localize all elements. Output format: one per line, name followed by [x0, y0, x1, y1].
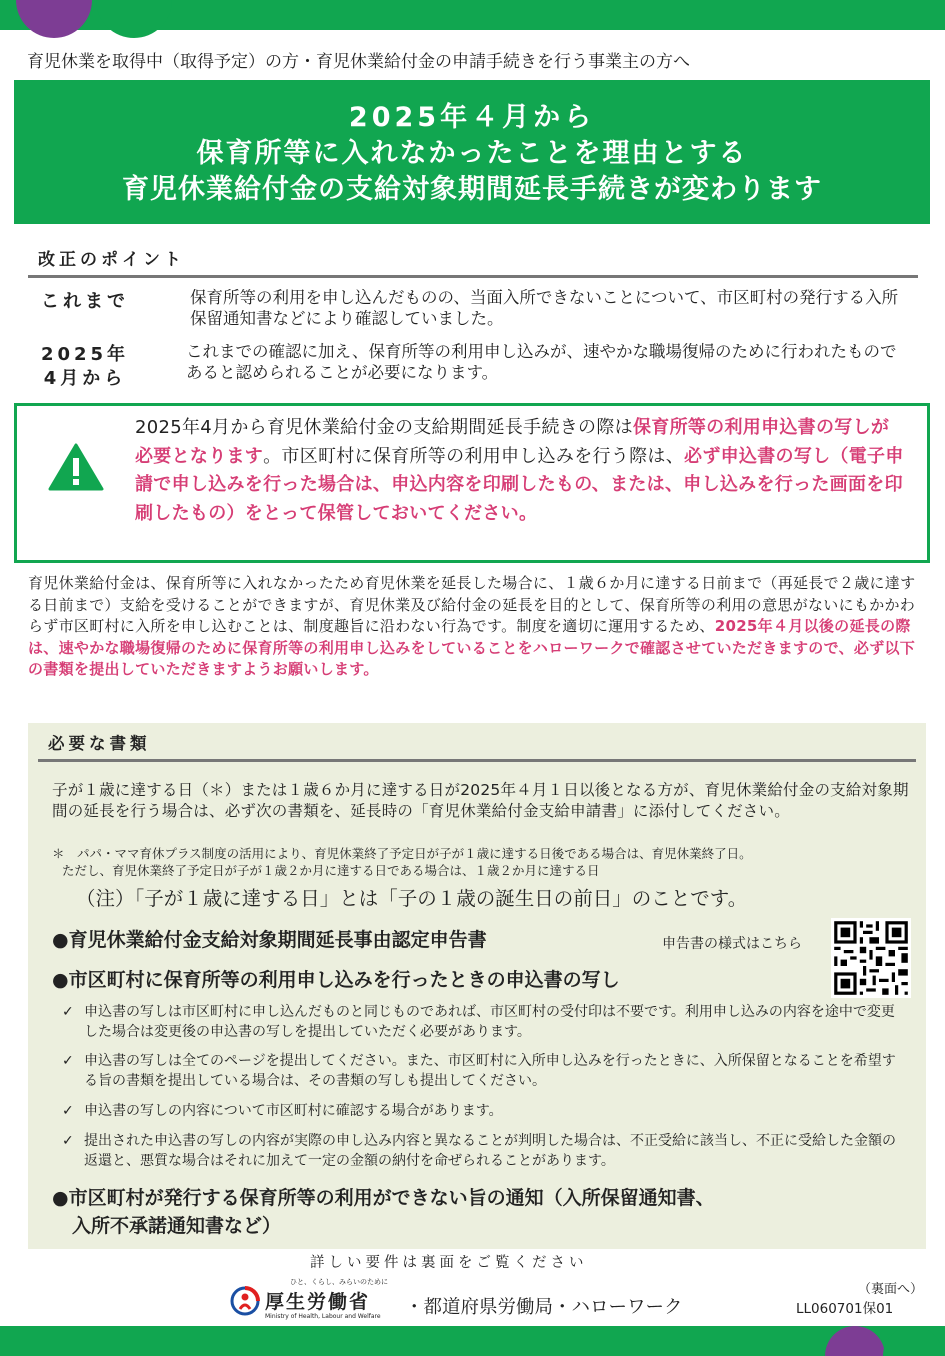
documents-definition: （注）「子が１歳に達する日」とは「子の１歳の誕生日の前日」のことです。	[76, 887, 748, 910]
title-banner	[14, 80, 930, 224]
points-divider	[28, 275, 918, 278]
warning-text-part3: 。市区町村に保育所等の利用申し込みを行う際は、	[263, 445, 685, 467]
bottom-green-bar	[0, 1326, 945, 1356]
warning-icon	[48, 443, 104, 491]
check-item-text: 提出された申込書の写しの内容が実際の申し込み内容と異なることが判明した場合は、不正受給に該当し、不正に受給した金額の返還と、悪質な場合はそれに加えて一定の金額の納付を命ぜられることがあります。	[84, 1133, 896, 1169]
check-item	[62, 1051, 907, 1091]
check-item	[62, 1131, 907, 1171]
title-line-1: 2025年４月から	[348, 102, 596, 133]
explanation-paragraph	[28, 573, 920, 681]
explanation-text: 育児休業給付金は、保育所等に入れなかったため育児休業を延長した場合に、１歳６か月に達する日前まで（再延長で２歳に達する日前まで）支給を受けることができますが、育児休業及び給付金の延長を目的として、保育所等の利用の意思がないにもかかわらず市区町村に入所を申し込むことは、制度趣旨に沿わない行為です。制度を適切に運用するため、	[28, 574, 916, 635]
points-heading: 改正のポイント	[38, 250, 185, 270]
ministry-name-en: Ministry of Health, Labour and Welfare	[265, 1313, 381, 1320]
check-item-text: 申込書の写しは市区町村に申し込んだものと同じものであれば、市区町村の受付印は不要です。利用申し込みの内容を途中で変更した場合は変更後の申込書の写しを提出していただく必要があります。	[84, 1004, 895, 1040]
documents-heading: 必要な書類	[48, 734, 151, 753]
ministry-name: 厚生労働省	[265, 1291, 371, 1313]
documents-divider	[38, 759, 916, 762]
row-text-before: 保育所等の利用を申し込んだものの、当面入所できないことについて、市区町村の発行する入所保留通知書などにより確認していました。	[190, 288, 899, 328]
row-label-before: これまで	[41, 291, 129, 312]
check-icon: ✓	[62, 1053, 74, 1069]
row-label-after	[30, 343, 140, 391]
document-item-1: ●育児休業給付金支給対象期間延長事由認定申告書	[52, 929, 487, 951]
decor-purple-circle	[16, 0, 92, 38]
qr-code-icon[interactable]	[831, 918, 911, 998]
back-page-note: （裏面へ）	[858, 1282, 924, 1297]
check-item-text: 申込書の写しの内容について市区町村に確認する場合があります。	[84, 1103, 503, 1119]
check-icon: ✓	[62, 1004, 74, 1020]
ministry-logo-icon	[228, 1283, 262, 1317]
warning-text-highlight1: 保育所等の利用申込書の写しが必要となります	[135, 417, 890, 467]
row-text-after: これまでの確認に加え、保育所等の利用申し込みが、速やかな職場復帰のために行われたものであると認められることが必要になります。	[186, 342, 897, 382]
warning-text-part1: 2025年4月から育児休業給付金の支給期間延長手続きの際は	[135, 417, 633, 438]
documents-note-2: ただし、育児休業終了予定日が子が１歳２か月に達する日である場合は、１歳２か月に達する日	[62, 863, 600, 878]
explanation-highlight: 2025年４月以後の延長の際は、速やかな職場復帰のために保育所等の利用申し込みをしていることをハローワークで確認させていただきますので、必ず以下の書類を提出していただきますようお願いします。	[28, 617, 916, 678]
check-item-text: 申込書の写しは全てのページを提出してください。また、市区町村に入所申し込みを行ったときに、入所保留となることを希望する旨の書類を提出している場合は、その書類の写しも提出してください。	[84, 1053, 896, 1089]
ministry-tagline: ひと、くらし、みらいのために	[290, 1278, 388, 1286]
title-line-3: 育児休業給付金の支給対象期間延長手続きが変わります	[122, 174, 822, 205]
document-item-3-line2: 入所不承諾通知書など）	[72, 1215, 282, 1237]
check-item	[62, 1002, 907, 1042]
row-label-after-line2: 4月から	[43, 368, 127, 389]
check-icon: ✓	[62, 1133, 74, 1149]
warning-text-highlight2: 必ず申込書の写し（電子申請で申し込みを行った場合は、申込内容を印刷したもの、または、申し込みを行った画面を印刷したもの）をとって保管しておいてください。	[135, 445, 904, 524]
document-item-2: ●市区町村に保育所等の利用申し込みを行ったときの申込書の写し	[52, 969, 620, 991]
agencies-text: ・都道府県労働局・ハローワーク	[405, 1297, 683, 1318]
document-code: LL060701保01	[796, 1301, 894, 1317]
qr-label: 申告書の様式はこちら	[662, 936, 802, 952]
audience-line: 育児休業を取得中（取得予定）の方・育児休業給付金の申請手続きを行う事業主の方へ	[27, 52, 690, 72]
document-item-3-line1: ●市区町村が発行する保育所等の利用ができない旨の通知（入所保留通知書、	[52, 1187, 715, 1209]
decor-green-circle	[96, 0, 172, 38]
check-icon: ✓	[62, 1103, 74, 1119]
see-back-note: 詳しい要件は裏面をご覧ください	[310, 1255, 588, 1271]
warning-text	[135, 414, 905, 528]
row-label-after-line1: 2025年	[40, 344, 130, 365]
documents-intro: 子が１歳に達する日（＊）または１歳６か月に達する日が2025年４月１日以後となる方が、育児休業給付金の支給対象期間の延長を行う場合は、必ず次の書類を、延長時の「育児休業給付金支給申請書」に添付してください。	[52, 781, 909, 820]
title-line-2: 保育所等に入れなかったことを理由とする	[196, 138, 748, 169]
check-item	[62, 1101, 907, 1121]
documents-note-1: ＊ パパ・ママ育休プラス制度の活用により、育児休業終了予定日が子が１歳に達する日後である場合は、育児休業終了日。	[52, 846, 752, 861]
